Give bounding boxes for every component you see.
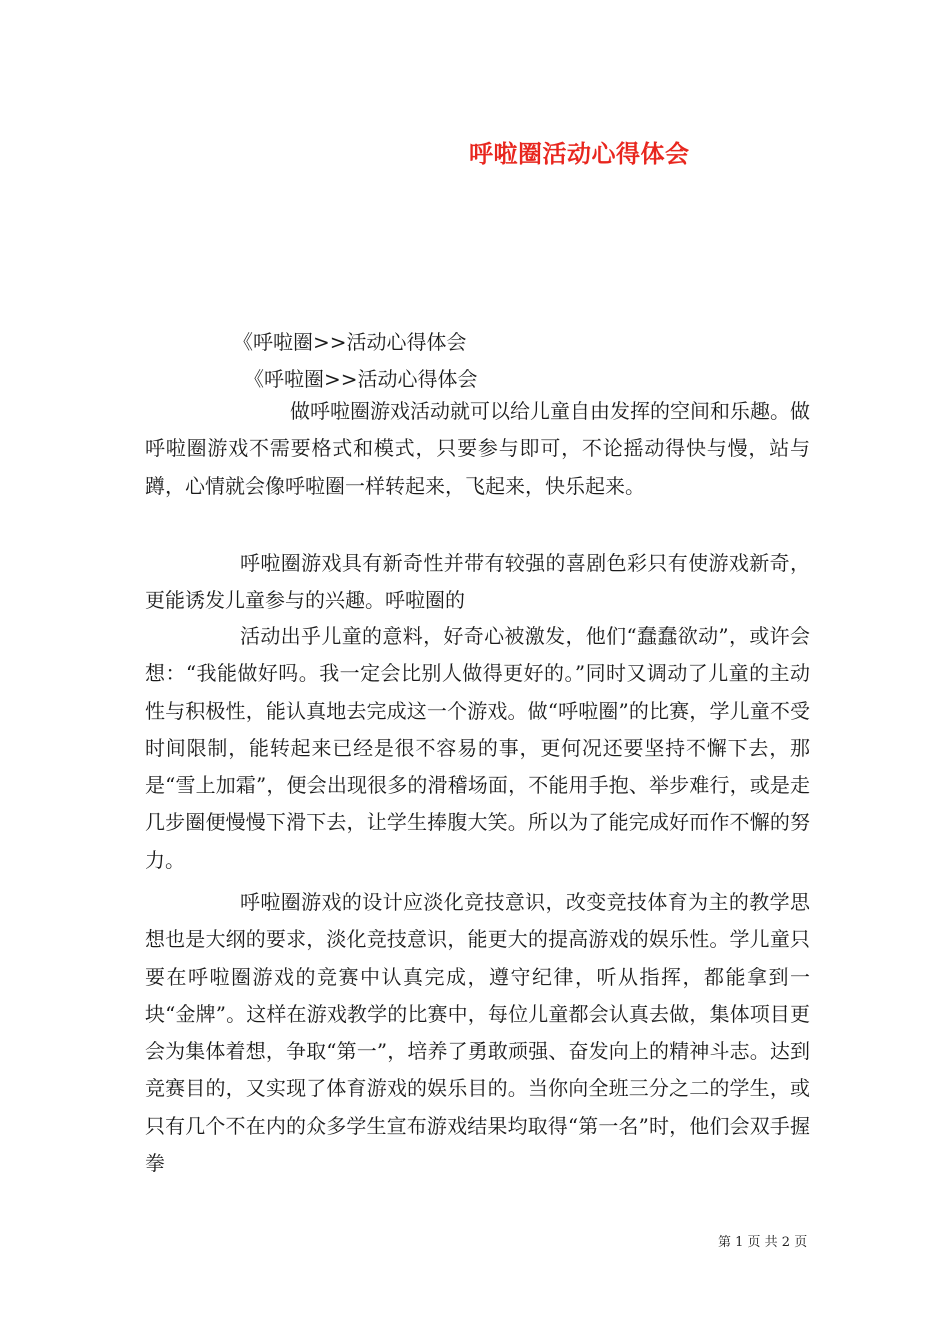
document-title: 呼啦圈活动心得体会 [469,139,690,168]
paragraph-3: 活动出乎儿童的意料，好奇心被激发，他们“蠢蠢欲动”，或许会想：“我能做好吗。我一定会比别人做得更好的。”同时又调动了儿童的主动性与积极性，能认真地去完成这一个游戏。做“呼啦圈”的比赛，学儿童不受时间限制，能转起来已经是很不容易的事，更何况还要坚持不懈下去，那是“雪上加霜”，便会出现很多的滑稽场面，不能用手抱、举步难行，或是走几步圈便慢慢下滑下去，让学生捧腹大笑。所以为了能完成好而作不懈的努力。 [145,624,810,872]
page-indicator: 第 1 页 共 2 页 [718,1235,808,1250]
subheading-2: 《呼啦圈>>活动心得体会 [244,367,478,391]
paragraph-2: 呼啦圈游戏具有新奇性并带有较强的喜剧色彩只有使游戏新奇，更能诱发儿童参与的兴趣。呼啦圈的 [145,551,810,613]
paragraph-1: 做呼啦圈游戏活动就可以给儿童自由发挥的空间和乐趣。做呼啦圈游戏不需要格式和模式，只要参与即可，不论摇动得快与慢，站与蹲，心情就会像呼啦圈一样转起来，飞起来，快乐起来。 [145,399,810,498]
subheading-1: 《呼啦圈>>活动心得体会 [233,330,467,354]
paragraph-4: 呼啦圈游戏的设计应淡化竞技意识，改变竞技体育为主的教学思想也是大纲的要求，淡化竞技意识，能更大的提高游戏的娱乐性。学儿童只要在呼啦圈游戏的竞赛中认真完成，遵守纪律，听从指挥，都能拿到一块“金牌”。这样在游戏教学的比赛中，每位儿童都会认真去做，集体项目更会为集体着想，争取“第一”，培养了勇敢顽强、奋发向上的精神斗志。达到竞赛目的，又实现了体育游戏的娱乐目的。当你向全班三分之二的学生，或只有几个不在内的众多学生宣布游戏结果均取得“第一名”时，他们会双手握拳 [145,890,810,1176]
